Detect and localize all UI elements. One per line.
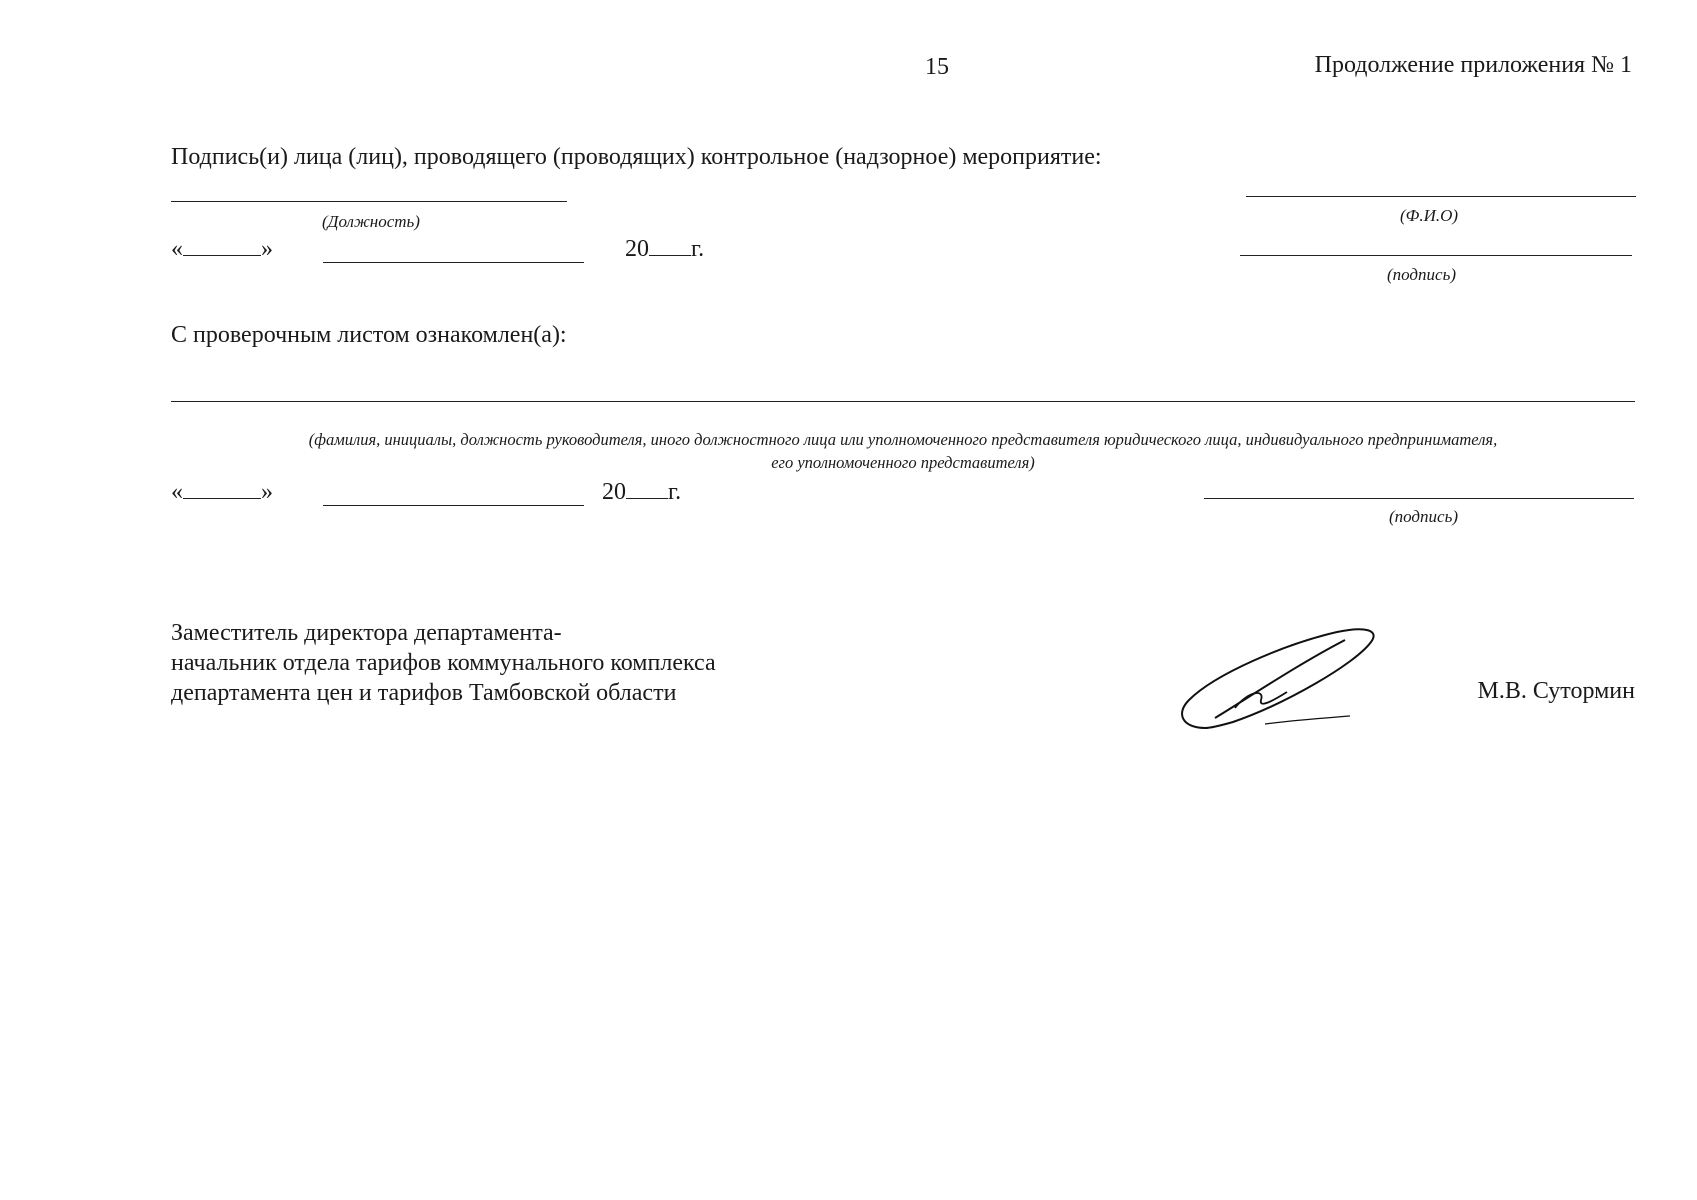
day-blank [183,480,261,499]
open-quote: « [171,236,183,262]
inspector-signature-line [1240,255,1632,256]
year-suffix: г. [691,236,705,262]
inspector-date-year [625,236,704,263]
fio-line [1246,196,1636,197]
acknowledgement-name-caption-1: (фамилия, инициалы, должность руководителя, иного должностного лица или уполномоченного представителя юридического лица, индивидуального предпринимателя, [308,430,1498,449]
inspector-date-day [171,236,273,263]
acknowledgement-month-line [323,505,584,506]
signatory-title-line-1: Заместитель директора департамента- [171,620,562,646]
acknowledgement-signature-line [1204,498,1634,499]
close-quote: » [261,236,273,262]
signatory-title-line-3: департамента цен и тарифов Тамбовской области [171,680,677,706]
inspector-signature-caption: (подпись) [1387,265,1456,284]
continuation-label: Продолжение приложения № 1 [1314,52,1632,78]
acknowledgement-date-year [602,479,681,506]
acknowledgement-name-line [171,401,1635,402]
open-quote: « [171,479,183,505]
day-blank [183,237,261,256]
year-prefix: 20 [625,236,649,262]
position-line [171,201,567,202]
fio-caption: (Ф.И.О) [1400,206,1459,225]
handwritten-signature [1175,622,1385,737]
year-blank [626,480,668,499]
page-number: 15 [925,54,949,80]
acknowledgement-heading: С проверочным листом ознакомлен(а): [171,322,567,348]
inspector-heading: Подпись(и) лица (лиц), проводящего (проводящих) контрольное (надзорное) мероприятие: [171,144,1102,170]
acknowledgement-date-day [171,479,273,506]
year-suffix: г. [668,479,682,505]
close-quote: » [261,479,273,505]
year-blank [649,237,691,256]
year-prefix: 20 [602,479,626,505]
inspector-month-line [323,262,584,263]
signatory-title-line-2: начальник отдела тарифов коммунального комплекса [171,650,716,676]
signatory-name: М.В. Сутормин [1477,678,1635,704]
acknowledgement-name-caption-2: его уполномоченного представителя) [771,453,1035,472]
acknowledgement-signature-caption: (подпись) [1389,507,1458,526]
position-caption: (Должность) [322,212,420,231]
